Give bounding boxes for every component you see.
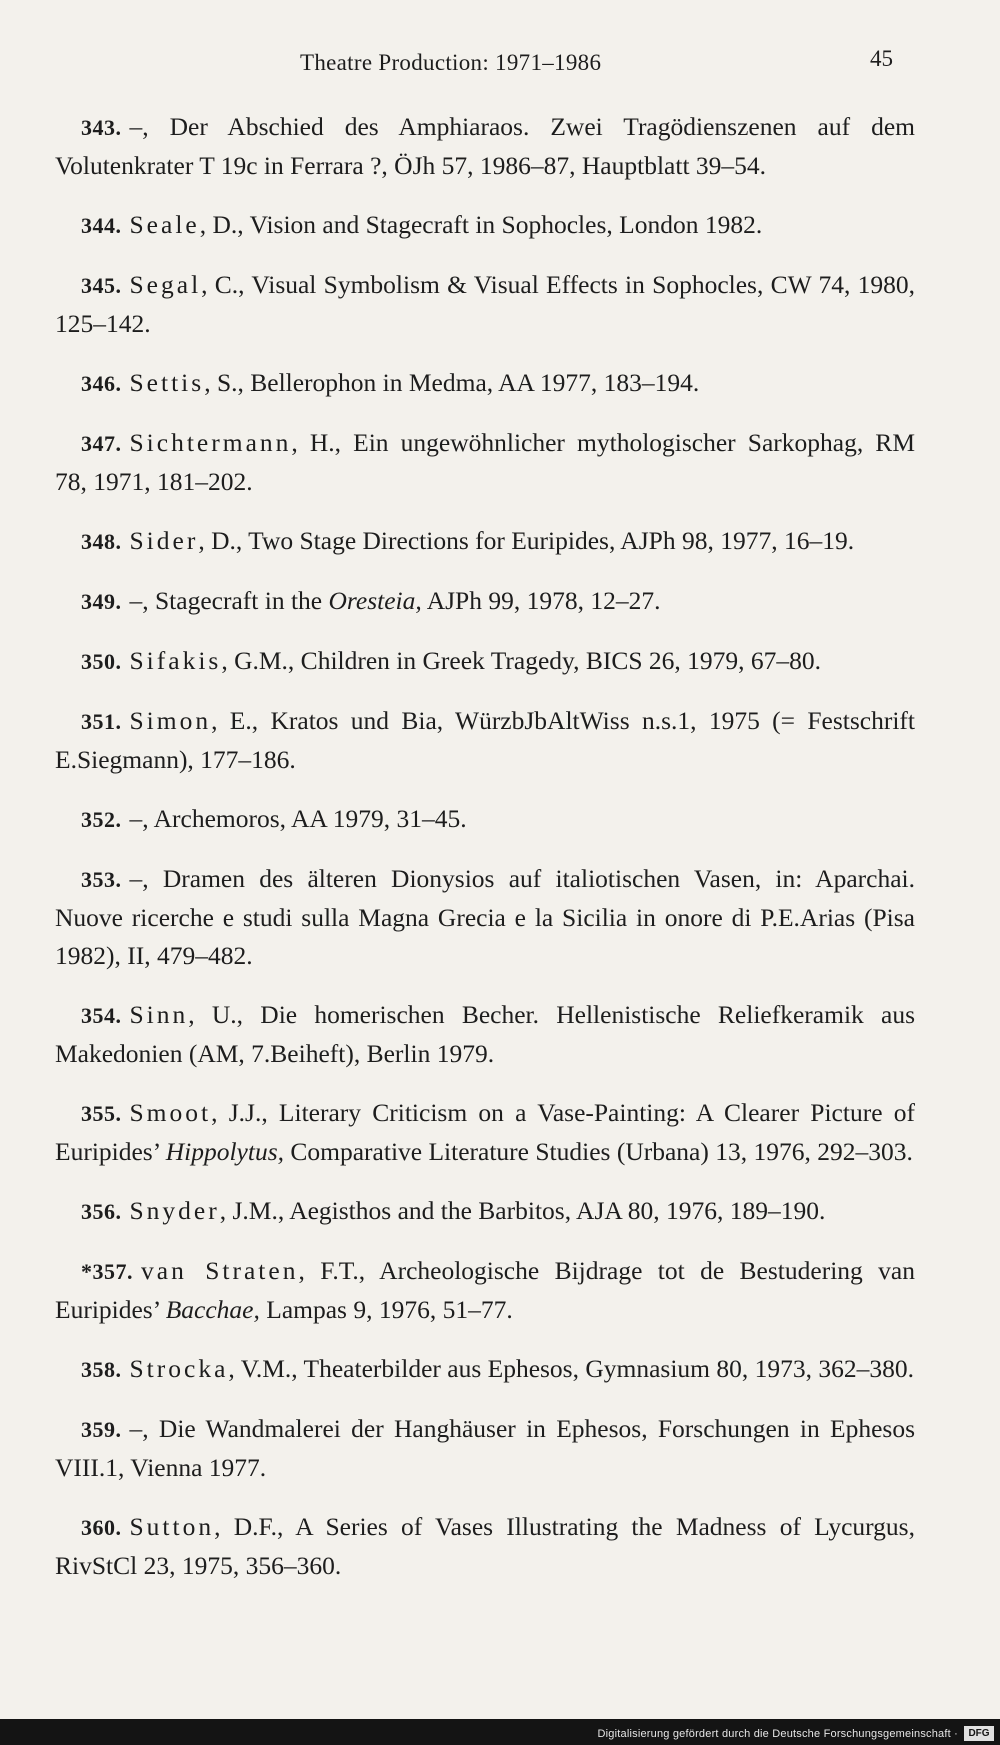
entry-number: 343. (81, 115, 122, 140)
entry-author: Sinn (129, 1000, 189, 1029)
entry-number: 345. (81, 273, 122, 298)
entry-text: , S., Bellerophon in Medma, AA 1977, 183–194. (204, 368, 700, 397)
entry-number: 346. (81, 371, 122, 396)
entry-number: 360. (81, 1515, 122, 1540)
running-title: Theatre Production: 1971–1986 (300, 50, 602, 75)
entry-text: , D., Two Stage Directions for Euripides, AJPh 98, 1977, 16–19. (198, 526, 855, 555)
entry-title-italic: Bacchae, (165, 1295, 260, 1324)
entry-text: , G.M., Children in Greek Tragedy, BICS 26, 1979, 67–80. (221, 646, 822, 675)
entry-number: 351. (81, 709, 122, 734)
bibliography-entry (55, 206, 915, 245)
entry-author: Sichtermann (129, 428, 292, 457)
bibliography-entry (55, 108, 915, 185)
entry-text: –, Der Abschied des Amphiaraos. Zwei Tragödienszenen auf dem Volutenkrater T 19c in Ferrara ?, ÖJh 57, 1986–87, Hauptblatt 39–54. (55, 112, 915, 180)
entry-number: 356. (81, 1199, 122, 1224)
entry-number: 350. (81, 649, 122, 674)
entry-text: , J.M., Aegisthos and the Barbitos, AJA 80, 1976, 189–190. (219, 1196, 826, 1225)
bibliography-entry (55, 642, 915, 681)
bibliography-entry (55, 996, 915, 1073)
entry-number: 359. (81, 1417, 122, 1442)
entry-text: , J.J., Literary Criticism on a Vase-Painting: A Clearer Picture of Euripides’ (55, 1098, 915, 1166)
entry-author: Segal (129, 270, 202, 299)
bibliography-entry (55, 1350, 915, 1389)
entry-title-italic: Oresteia, (328, 586, 422, 615)
bibliography-list (55, 108, 915, 1606)
page-number: 45 (870, 46, 893, 71)
entry-number: 344. (81, 213, 122, 238)
entry-text-tail: AJPh 99, 1978, 12–27. (421, 586, 661, 615)
bibliography-entry (55, 266, 915, 343)
entry-text: , D.F., A Series of Vases Illustrating the Madness of Lycurgus, RivStCl 23, 1975, 356–360. (55, 1512, 915, 1580)
entry-author: Simon (129, 706, 212, 735)
digitization-credit: Digitalisierung gefördert durch die Deutsche Forschungsgemeinschaft · (597, 1728, 958, 1740)
entry-number: 354. (81, 1003, 122, 1028)
entry-text: , H., Ein ungewöhnlicher mythologischer Sarkophag, RM 78, 1971, 181–202. (55, 428, 915, 496)
entry-text: , C., Visual Symbolism & Visual Effects in Sophocles, CW 74, 1980, 125–142. (55, 270, 915, 338)
entry-number: 355. (81, 1101, 122, 1126)
entry-number: 353. (81, 867, 122, 892)
bibliography-entry (55, 1508, 915, 1585)
entry-number: 358. (81, 1357, 122, 1382)
entry-text: , D., Vision and Stagecraft in Sophocles, London 1982. (199, 210, 763, 239)
entry-number: 352. (81, 807, 122, 832)
bibliography-entry (55, 1192, 915, 1231)
bibliography-entry (55, 1252, 915, 1329)
bibliography-entry (55, 364, 915, 403)
entry-number: 349. (81, 589, 122, 614)
entry-text-tail: Comparative Literature Studies (Urbana) 13, 1976, 292–303. (284, 1137, 913, 1166)
entry-text: , F.T., Archeologische Bijdrage tot de Bestudering van Euripides’ (55, 1256, 915, 1324)
entry-author: Seale (129, 210, 200, 239)
bibliography-entry (55, 424, 915, 501)
entry-text: –, Stagecraft in the (129, 586, 329, 615)
entry-title-italic: Hippolytus, (165, 1137, 285, 1166)
bibliography-entry (55, 1410, 915, 1487)
entry-author: Settis (129, 368, 205, 397)
bibliography-entry (55, 582, 915, 621)
entry-number: 348. (81, 529, 122, 554)
entry-text: –, Dramen des älteren Dionysios auf italiotischen Vasen, in: Aparchai. Nuove ricerche e studi sulla Magna Grecia e la Sicilia in onore di P.E.Arias (Pisa 1982), II, 479–482. (55, 864, 915, 970)
entry-text: , E., Kratos und Bia, WürzbJbAltWiss n.s.1, 1975 (= Festschrift E.Siegmann), 177–186. (55, 706, 915, 774)
digitization-footer (0, 1719, 1000, 1745)
entry-author: Strocka (129, 1354, 229, 1383)
entry-author: Sifakis (129, 646, 222, 675)
dfg-logo-icon: DFG (964, 1726, 994, 1741)
bibliography-entry (55, 522, 915, 561)
bibliography-entry (55, 1094, 915, 1171)
entry-author: Snyder (129, 1196, 220, 1225)
entry-author: Smoot (129, 1098, 212, 1127)
entry-text-tail: Lampas 9, 1976, 51–77. (259, 1295, 513, 1324)
entry-text: –, Die Wandmalerei der Hanghäuser in Ephesos, Forschungen in Ephesos VIII.1, Vienna 1977. (55, 1414, 915, 1482)
bibliography-entry (55, 800, 915, 839)
entry-text: , V.M., Theaterbilder aus Ephesos, Gymnasium 80, 1973, 362–380. (228, 1354, 915, 1383)
entry-text: –, Archemoros, AA 1979, 31–45. (129, 804, 467, 833)
entry-number: *357. (81, 1259, 133, 1284)
bibliography-entry (55, 860, 915, 975)
entry-author: Sider (129, 526, 199, 555)
entry-author: Sutton (129, 1512, 215, 1541)
bibliography-entry (55, 702, 915, 779)
entry-number: 347. (81, 431, 122, 456)
entry-text: , U., Die homerischen Becher. Hellenistische Reliefkeramik aus Makedonien (AM, 7.Beiheft), Berlin 1979. (55, 1000, 915, 1068)
entry-author: van Straten (141, 1256, 299, 1285)
